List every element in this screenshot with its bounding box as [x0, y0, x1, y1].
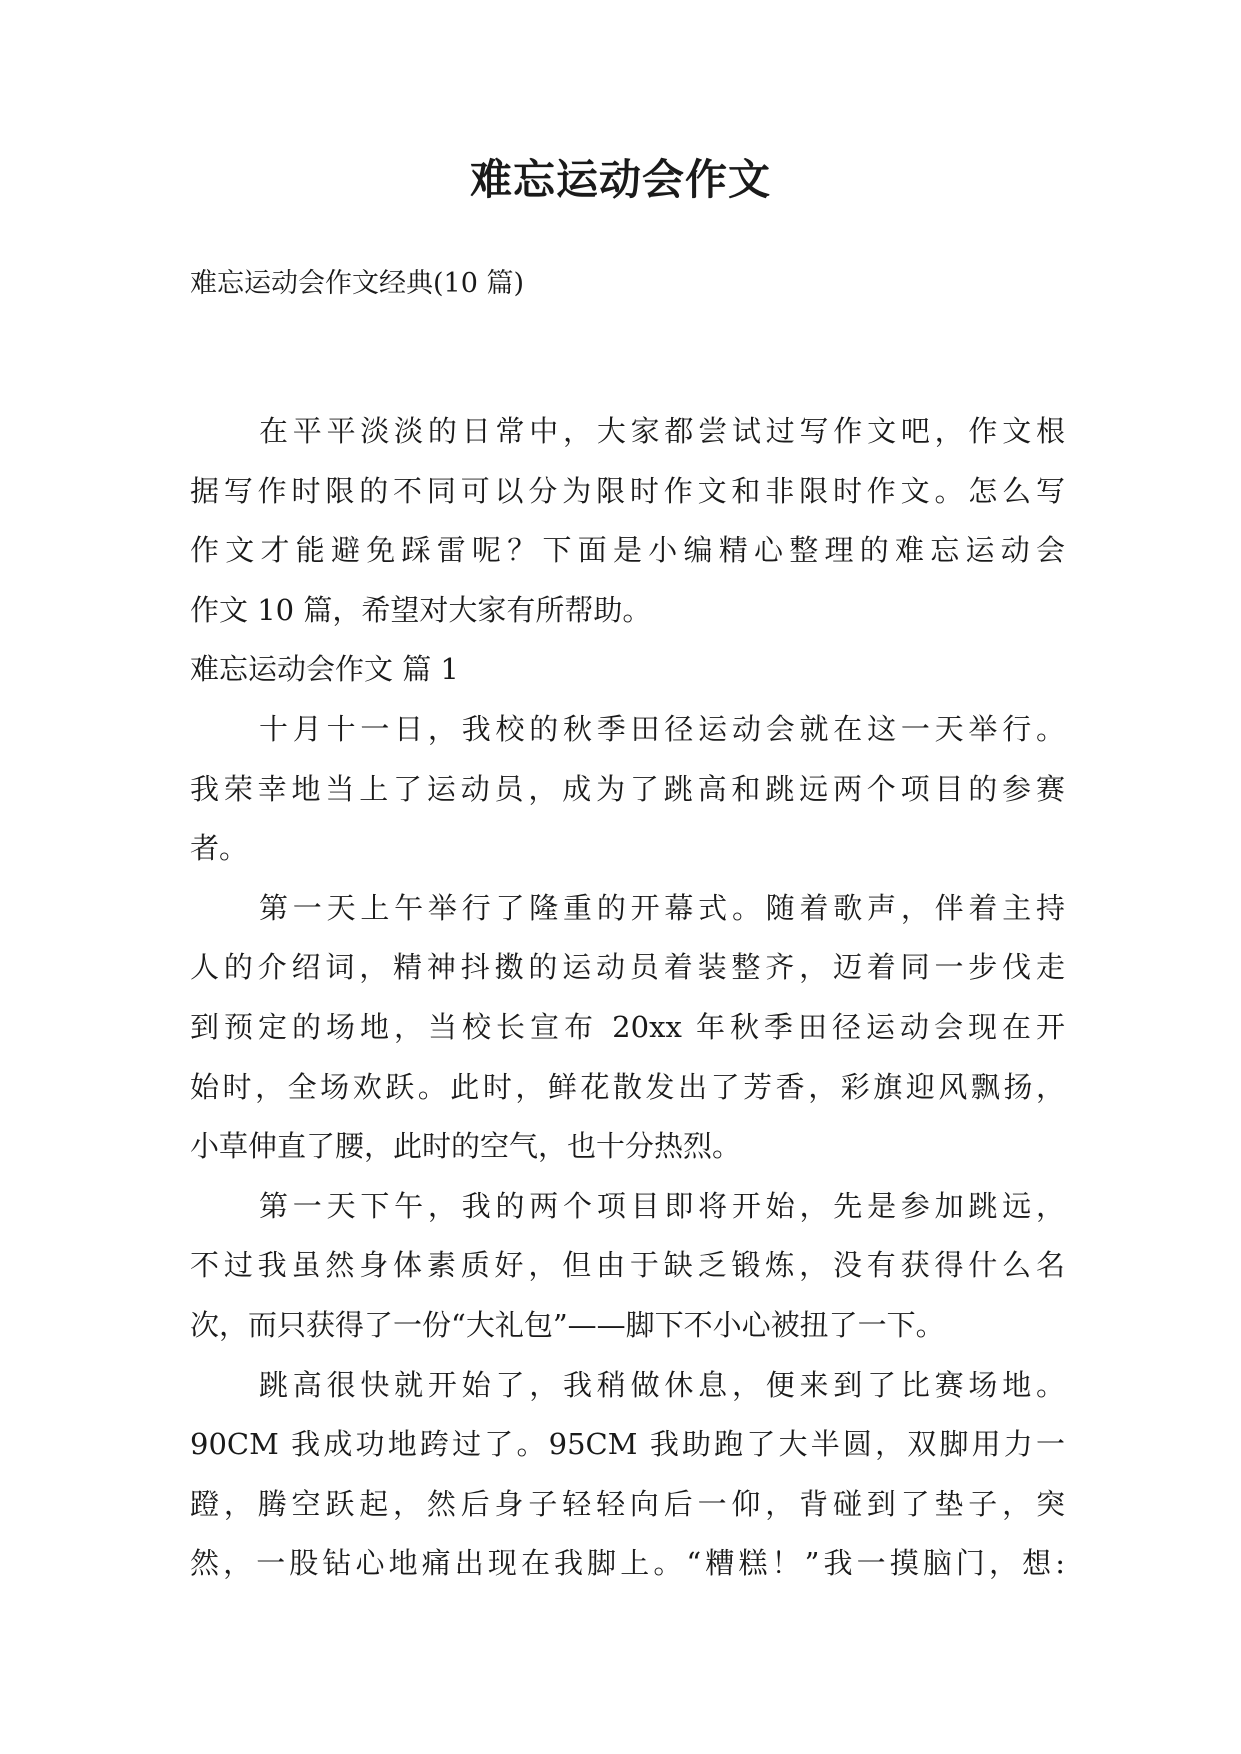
text-line: 跳高很快就开始了，我稍做休息，便来到了比赛场地。	[259, 1367, 1065, 1402]
text-line: 在平平淡淡的日常中，大家都尝试过写作文吧，作文根	[259, 414, 1065, 448]
text-line: 到预定的场地，当校长宣布 20xx 年秋季田径运动会现在开	[190, 1009, 1065, 1044]
text-line: 者。	[190, 831, 249, 866]
text-line: 始时，全场欢跃。此时，鲜花散发出了芳香，彩旗迎风飘扬，	[190, 1069, 1065, 1104]
text-line: 作文 10 篇，希望对大家有所帮助。	[190, 592, 652, 627]
text-line: 蹬，腾空跃起，然后身子轻轻向后一仰，背碰到了垫子，突	[190, 1486, 1065, 1521]
text-line: 不过我虽然身体素质好，但由于缺乏锻炼，没有获得什么名	[190, 1248, 1065, 1283]
text-line: 然，一股钻心地痛出现在我脚上。“糟糕！”我一摸脑门，想:	[190, 1546, 1065, 1581]
text-line: 小草伸直了腰，此时的空气，也十分热烈。	[190, 1129, 742, 1164]
text-line: 作文才能避免踩雷呢？下面是小编精心整理的难忘运动会	[190, 533, 1065, 568]
text-line: 我荣幸地当上了运动员，成为了跳高和跳远两个项目的参赛	[190, 771, 1065, 806]
document-subtitle: 难忘运动会作文经典(10 篇)	[190, 268, 525, 299]
text-line: 人的介绍词，精神抖擞的运动员着装整齐，迈着同一步伐走	[190, 950, 1065, 985]
text-line: 难忘运动会作文 篇 1	[190, 652, 459, 687]
text-line: 据写作时限的不同可以分为限时作文和非限时作文。怎么写	[190, 473, 1065, 508]
text-line: 次，而只获得了一份“大礼包”——脚下不小心被扭了一下。	[190, 1307, 945, 1342]
text-line: 第一天上午举行了隆重的开幕式。随着歌声，伴着主持	[259, 890, 1065, 925]
document-title: 难忘运动会作文	[469, 155, 771, 204]
text-line: 第一天下午，我的两个项目即将开始，先是参加跳远，	[259, 1188, 1065, 1223]
text-line: 十月十一日，我校的秋季田径运动会就在这一天举行。	[259, 711, 1065, 746]
text-line: 90CM 我成功地跨过了。95CM 我助跑了大半圆，双脚用力一	[190, 1427, 1065, 1462]
document-body	[190, 402, 1065, 1594]
